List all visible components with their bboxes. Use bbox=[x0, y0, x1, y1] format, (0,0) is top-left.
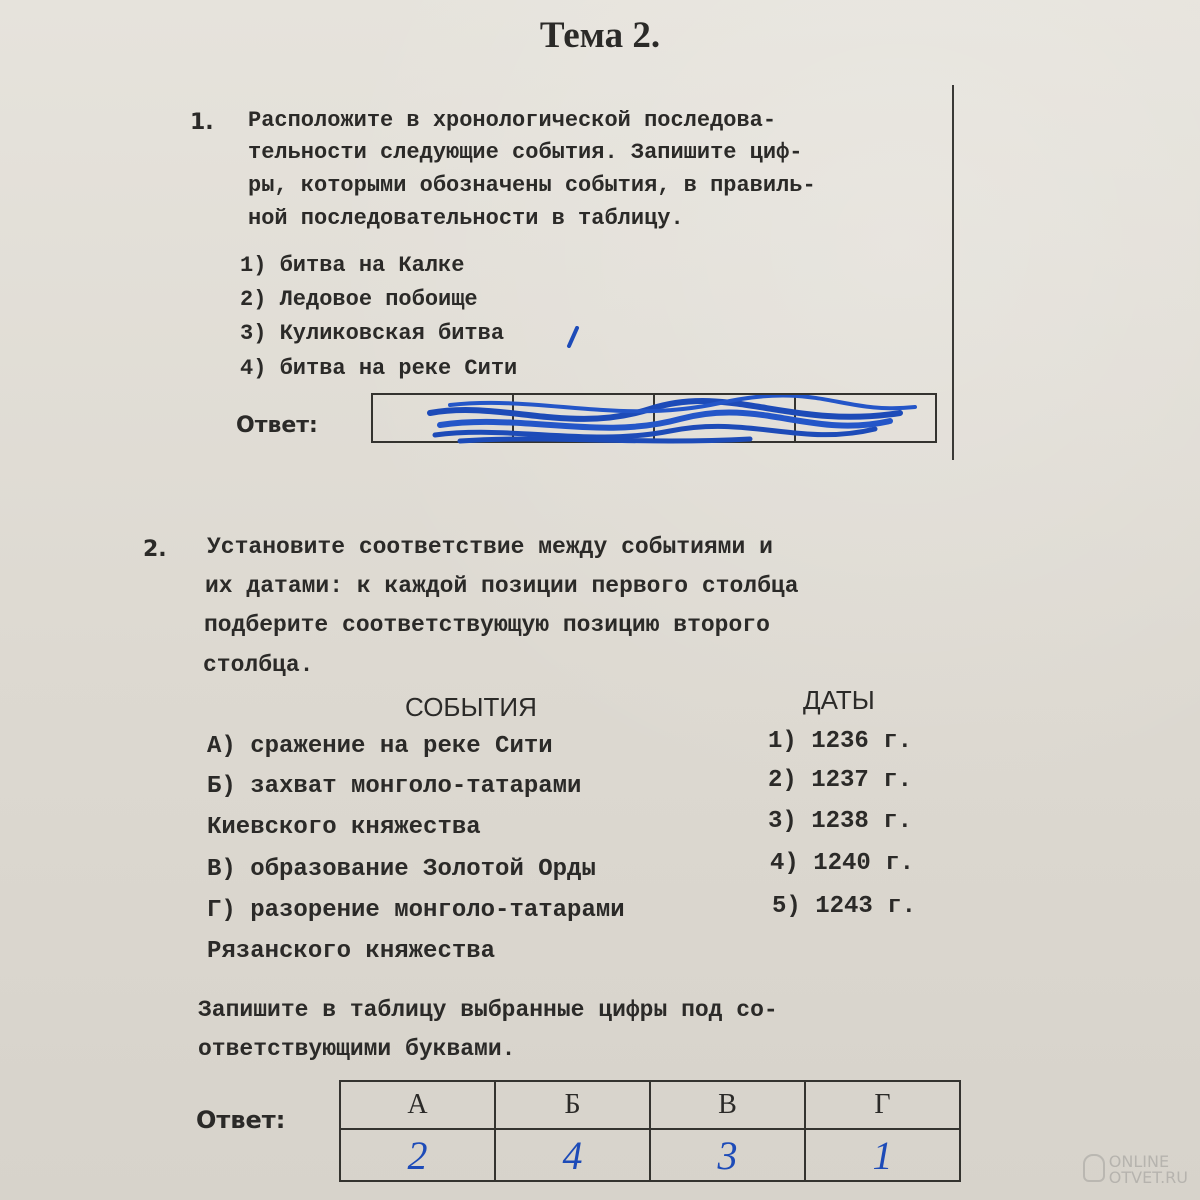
lightbulb-icon bbox=[1083, 1154, 1105, 1182]
event-b: Б) захват монголо-татарами bbox=[207, 773, 582, 800]
date-2: 2) 1237 г. bbox=[768, 767, 913, 794]
date-5: 5) 1243 г. bbox=[772, 893, 917, 920]
answer-cell-a[interactable]: 2 bbox=[340, 1129, 495, 1181]
page-title: Тема 2. bbox=[539, 15, 661, 56]
event-a: А) сражение на реке Сити bbox=[207, 733, 553, 760]
event-g: Г) разорение монголо-татарами bbox=[207, 897, 625, 924]
task1-option-1: 1) битва на Калке bbox=[240, 253, 465, 278]
date-4: 4) 1240 г. bbox=[770, 850, 915, 877]
table-header-g: Г bbox=[805, 1081, 960, 1129]
task1-text-line-2: тельности следующие события. Запишите циф- bbox=[248, 140, 803, 165]
task1-option-3: 3) Куликовская битва bbox=[240, 321, 505, 346]
task2-text-line-3: подберите соответствующую позицию второго bbox=[204, 612, 770, 638]
watermark-line-2: OTVET.RU bbox=[1108, 1168, 1188, 1187]
task1-answer-label: Ответ: bbox=[236, 413, 318, 438]
task1-text-line-4: ной последовательности в таблицу. bbox=[248, 206, 684, 231]
task2-text-line-1: Установите соответствие между событиями и bbox=[207, 534, 773, 560]
event-b-continued: Киевского княжества bbox=[207, 814, 481, 841]
task1-text-line-1: Расположите в хронологической последова- bbox=[248, 108, 777, 133]
table-header-a: А bbox=[340, 1081, 495, 1129]
event-g-continued: Рязанского княжества bbox=[207, 938, 496, 965]
task1-option-2: 2) Ледовое побоище bbox=[240, 287, 478, 312]
answer-cell-v[interactable]: 3 bbox=[650, 1129, 805, 1181]
date-1: 1) 1236 г. bbox=[768, 728, 913, 755]
events-column-header: СОБЫТИЯ bbox=[405, 692, 537, 722]
task2-number: 2. bbox=[143, 537, 167, 562]
event-v: В) образование Золотой Орды bbox=[207, 856, 596, 883]
watermark-line-1: ONLINE bbox=[1108, 1152, 1170, 1171]
task2-answer-table[interactable] bbox=[339, 1080, 961, 1182]
task2-text-line-2: их датами: к каждой позиции первого столбца bbox=[205, 573, 799, 599]
table-header-b: Б bbox=[495, 1081, 650, 1129]
task1-number: 1. bbox=[190, 110, 214, 135]
task1-text-line-3: ры, которыми обозначены события, в правиль- bbox=[248, 173, 816, 198]
answer-cell-b[interactable]: 4 bbox=[495, 1129, 650, 1181]
task1-option-4: 4) битва на реке Сити bbox=[240, 356, 518, 381]
answer-cell-g[interactable]: 1 bbox=[805, 1129, 960, 1181]
date-3: 3) 1238 г. bbox=[768, 808, 913, 835]
site-watermark bbox=[1083, 1154, 1188, 1186]
dates-column-header: ДАТЫ bbox=[803, 685, 875, 715]
pen-tick-mark bbox=[563, 326, 581, 348]
margin-line bbox=[952, 85, 954, 460]
task2-instruction-line-2: ответствующими буквами. bbox=[198, 1036, 516, 1062]
task2-answer-label: Ответ: bbox=[196, 1106, 286, 1134]
pen-scribble bbox=[420, 395, 930, 450]
table-header-v: В bbox=[650, 1081, 805, 1129]
task2-instruction-line-1: Запишите в таблицу выбранные цифры под со- bbox=[198, 997, 778, 1023]
task2-text-line-4: столбца. bbox=[203, 652, 314, 678]
